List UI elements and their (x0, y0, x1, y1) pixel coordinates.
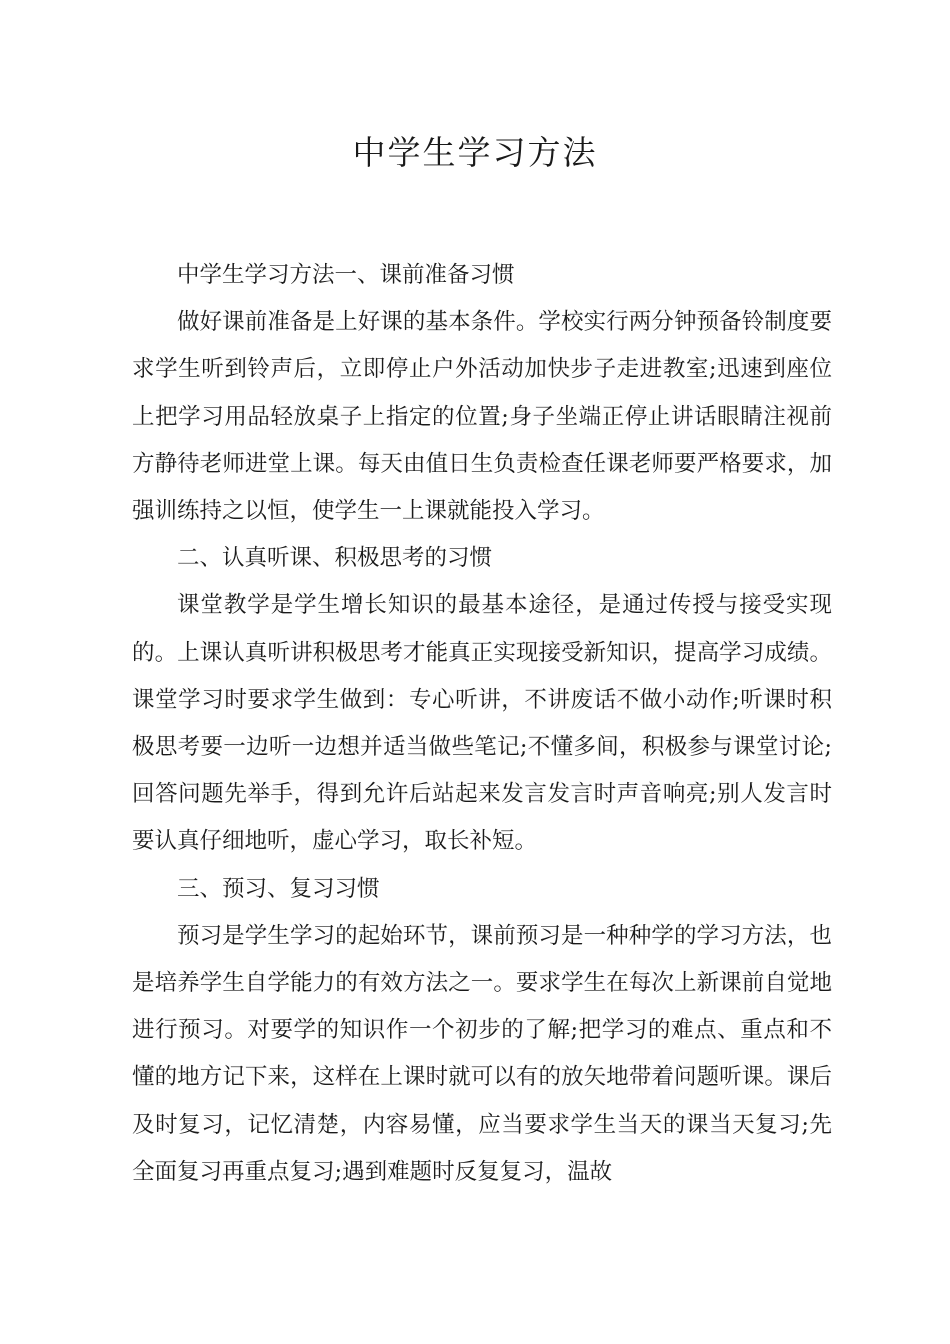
heading-section-3: 三、预习、复习习惯 (177, 875, 380, 902)
paragraph-listening: 课堂教学是学生增长知识的最基本途径，是通过传授与接受实现的。上课认真听讲积极思考才能真正实现接受新知识，提高学习成绩。课堂学习时要求学生做到：专心听讲，不讲废话不做小动作;听课时积极思考要一边听一边想并适当做些笔记;不懂多间，积极参与课堂讨论;回答问题先举手，得到允许后站起来发言发言时声音响亮;别人发言时要认真仔细地听，虚心学习，取长补短。 (132, 592, 832, 855)
document-title: 中学生学习方法 (352, 133, 598, 172)
document-body (132, 252, 832, 1196)
heading-section-2: 二、认真听课、积极思考的习惯 (177, 545, 493, 572)
heading-section-1: 中学生学习方法一、课前准备习惯 (177, 262, 515, 288)
paragraph-class-preparation: 做好课前准备是上好课的基本条件。学校实行两分钟预备铃制度要求学生听到铃声后，立即停止户外活动加快步子走进教室;迅速到座位上把学习用品轻放桌子上指定的位置;身子坐端正停止讲话眼睛注视前方静待老师进堂上课。每天由值日生负责检查任课老师要严格要求，加强训练持之以恒，使学生一上课就能投入学习。 (132, 309, 832, 525)
paragraph-preview-review: 预习是学生学习的起始环节，课前预习是一种种学的学习方法，也是培养学生自学能力的有效方法之一。要求学生在每次上新课前自觉地进行预习。对要学的知识作一个初步的了解;把学习的难点、重点和不懂的地方记下来，这样在上课时就可以有的放矢地带着问题听课。课后及时复习，记忆清楚，内容易懂，应当要求学生当天的课当天复习;先全面复习再重点复习;遇到难题时反复复习，温故 (132, 922, 832, 1185)
